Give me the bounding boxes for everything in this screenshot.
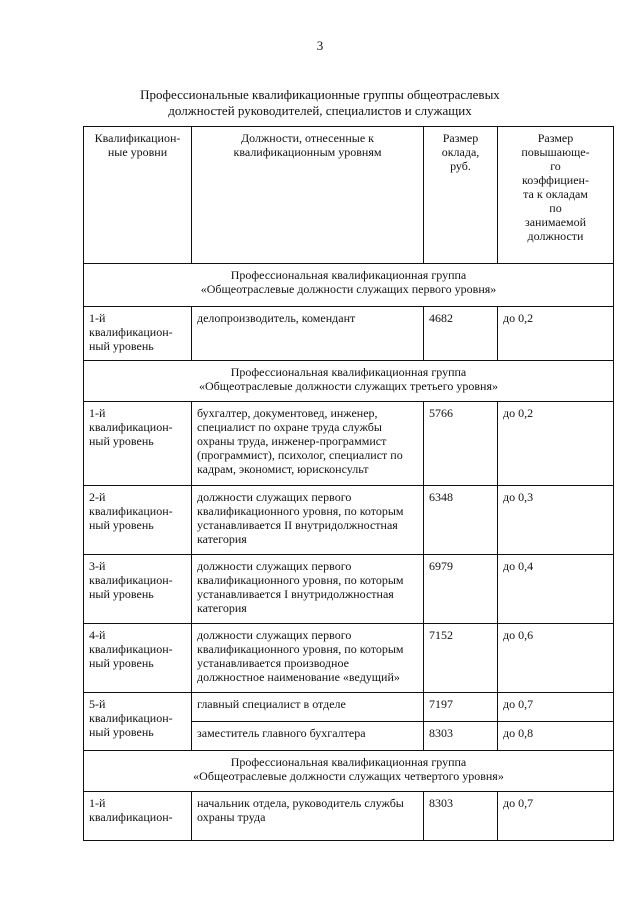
coefficient-cell: до 0,8 — [498, 722, 614, 751]
level-cell: 1-й квалификацион- — [84, 792, 192, 841]
positions-cell: бухгалтер, документовед, инженер, специалист по охране труда службы охраны труда, инженер-программист (программист), психолог, специалист по кадрам, экономист, юрисконсульт — [192, 402, 424, 486]
table-row — [84, 792, 614, 841]
positions-cell: должности служащих первого квалификационного уровня, по которым устанавливается производное должностное наименование «ведущий» — [192, 624, 424, 693]
group-title-line-1: Профессиональная квалификационная группа — [230, 755, 467, 769]
group-header-row — [84, 264, 614, 307]
salary-cell: 5766 — [424, 402, 498, 486]
coefficient-cell: до 0,4 — [498, 555, 614, 624]
header-level: Квалификацион- ные уровни — [84, 127, 192, 264]
table-row — [84, 555, 614, 624]
positions-cell: должности служащих первого квалификационного уровня, по которым устанавливается I внутридолжностная категория — [192, 555, 424, 624]
coefficient-cell: до 0,6 — [498, 624, 614, 693]
header-salary: Размер оклада, руб. — [424, 127, 498, 264]
title-line-1: Профессиональные квалификационные группы общеотраслевых — [140, 87, 500, 102]
table-row — [84, 693, 614, 722]
header-positions: Должности, отнесенные к квалификационным уровням — [192, 127, 424, 264]
page-number: 3 — [316, 38, 324, 53]
group-title-line-2: «Общеотраслевые должности служащих третьего уровня» — [199, 379, 498, 393]
salary-cell: 8303 — [424, 722, 498, 751]
group-header-row — [84, 361, 614, 402]
salary-cell: 4682 — [424, 307, 498, 361]
group-title-line-2: «Общеотраслевые должности служащих первого уровня» — [200, 282, 497, 296]
coefficient-cell: до 0,2 — [498, 402, 614, 486]
coefficient-cell: до 0,2 — [498, 307, 614, 361]
salary-cell: 7152 — [424, 624, 498, 693]
level-cell: 5-й квалификацион- ный уровень — [84, 693, 192, 751]
table-row — [84, 624, 614, 693]
level-cell: 4-й квалификацион- ный уровень — [84, 624, 192, 693]
qualification-table — [83, 126, 614, 841]
coefficient-cell: до 0,7 — [498, 693, 614, 722]
title-line-2: должностей руководителей, специалистов и служащих — [168, 103, 472, 118]
positions-cell: должности служащих первого квалификационного уровня, по которым устанавливается II внутридолжностная категория — [192, 486, 424, 555]
positions-cell: делопроизводитель, комендант — [192, 307, 424, 361]
group-header-row — [84, 751, 614, 792]
salary-cell: 8303 — [424, 792, 498, 841]
table-header-row — [84, 127, 614, 264]
table-row — [84, 486, 614, 555]
level-cell: 1-й квалификацион- ный уровень — [84, 402, 192, 486]
group-title — [84, 264, 614, 307]
positions-cell: начальник отдела, руководитель службы охраны труда — [192, 792, 424, 841]
document-title — [60, 87, 580, 119]
group-title — [84, 751, 614, 792]
group-title-line-2: «Общеотраслевые должности служащих четвертого уровня» — [193, 769, 504, 783]
level-cell: 1-й квалификацион- ный уровень — [84, 307, 192, 361]
salary-cell: 7197 — [424, 693, 498, 722]
header-coefficient: Размер повышающе- го коэффициен- та к окладам по занимаемой должности — [498, 127, 614, 264]
coefficient-cell: до 0,7 — [498, 792, 614, 841]
level-cell: 3-й квалификацион- ный уровень — [84, 555, 192, 624]
coefficient-cell: до 0,3 — [498, 486, 614, 555]
level-cell: 2-й квалификацион- ный уровень — [84, 486, 192, 555]
table-row — [84, 307, 614, 361]
group-title-line-1: Профессиональная квалификационная группа — [230, 268, 467, 282]
salary-cell: 6348 — [424, 486, 498, 555]
group-title-line-1: Профессиональная квалификационная группа — [230, 365, 467, 379]
positions-cell: главный специалист в отделе — [192, 693, 424, 722]
salary-cell: 6979 — [424, 555, 498, 624]
group-title — [84, 361, 614, 402]
table-row — [84, 402, 614, 486]
positions-cell: заместитель главного бухгалтера — [192, 722, 424, 751]
